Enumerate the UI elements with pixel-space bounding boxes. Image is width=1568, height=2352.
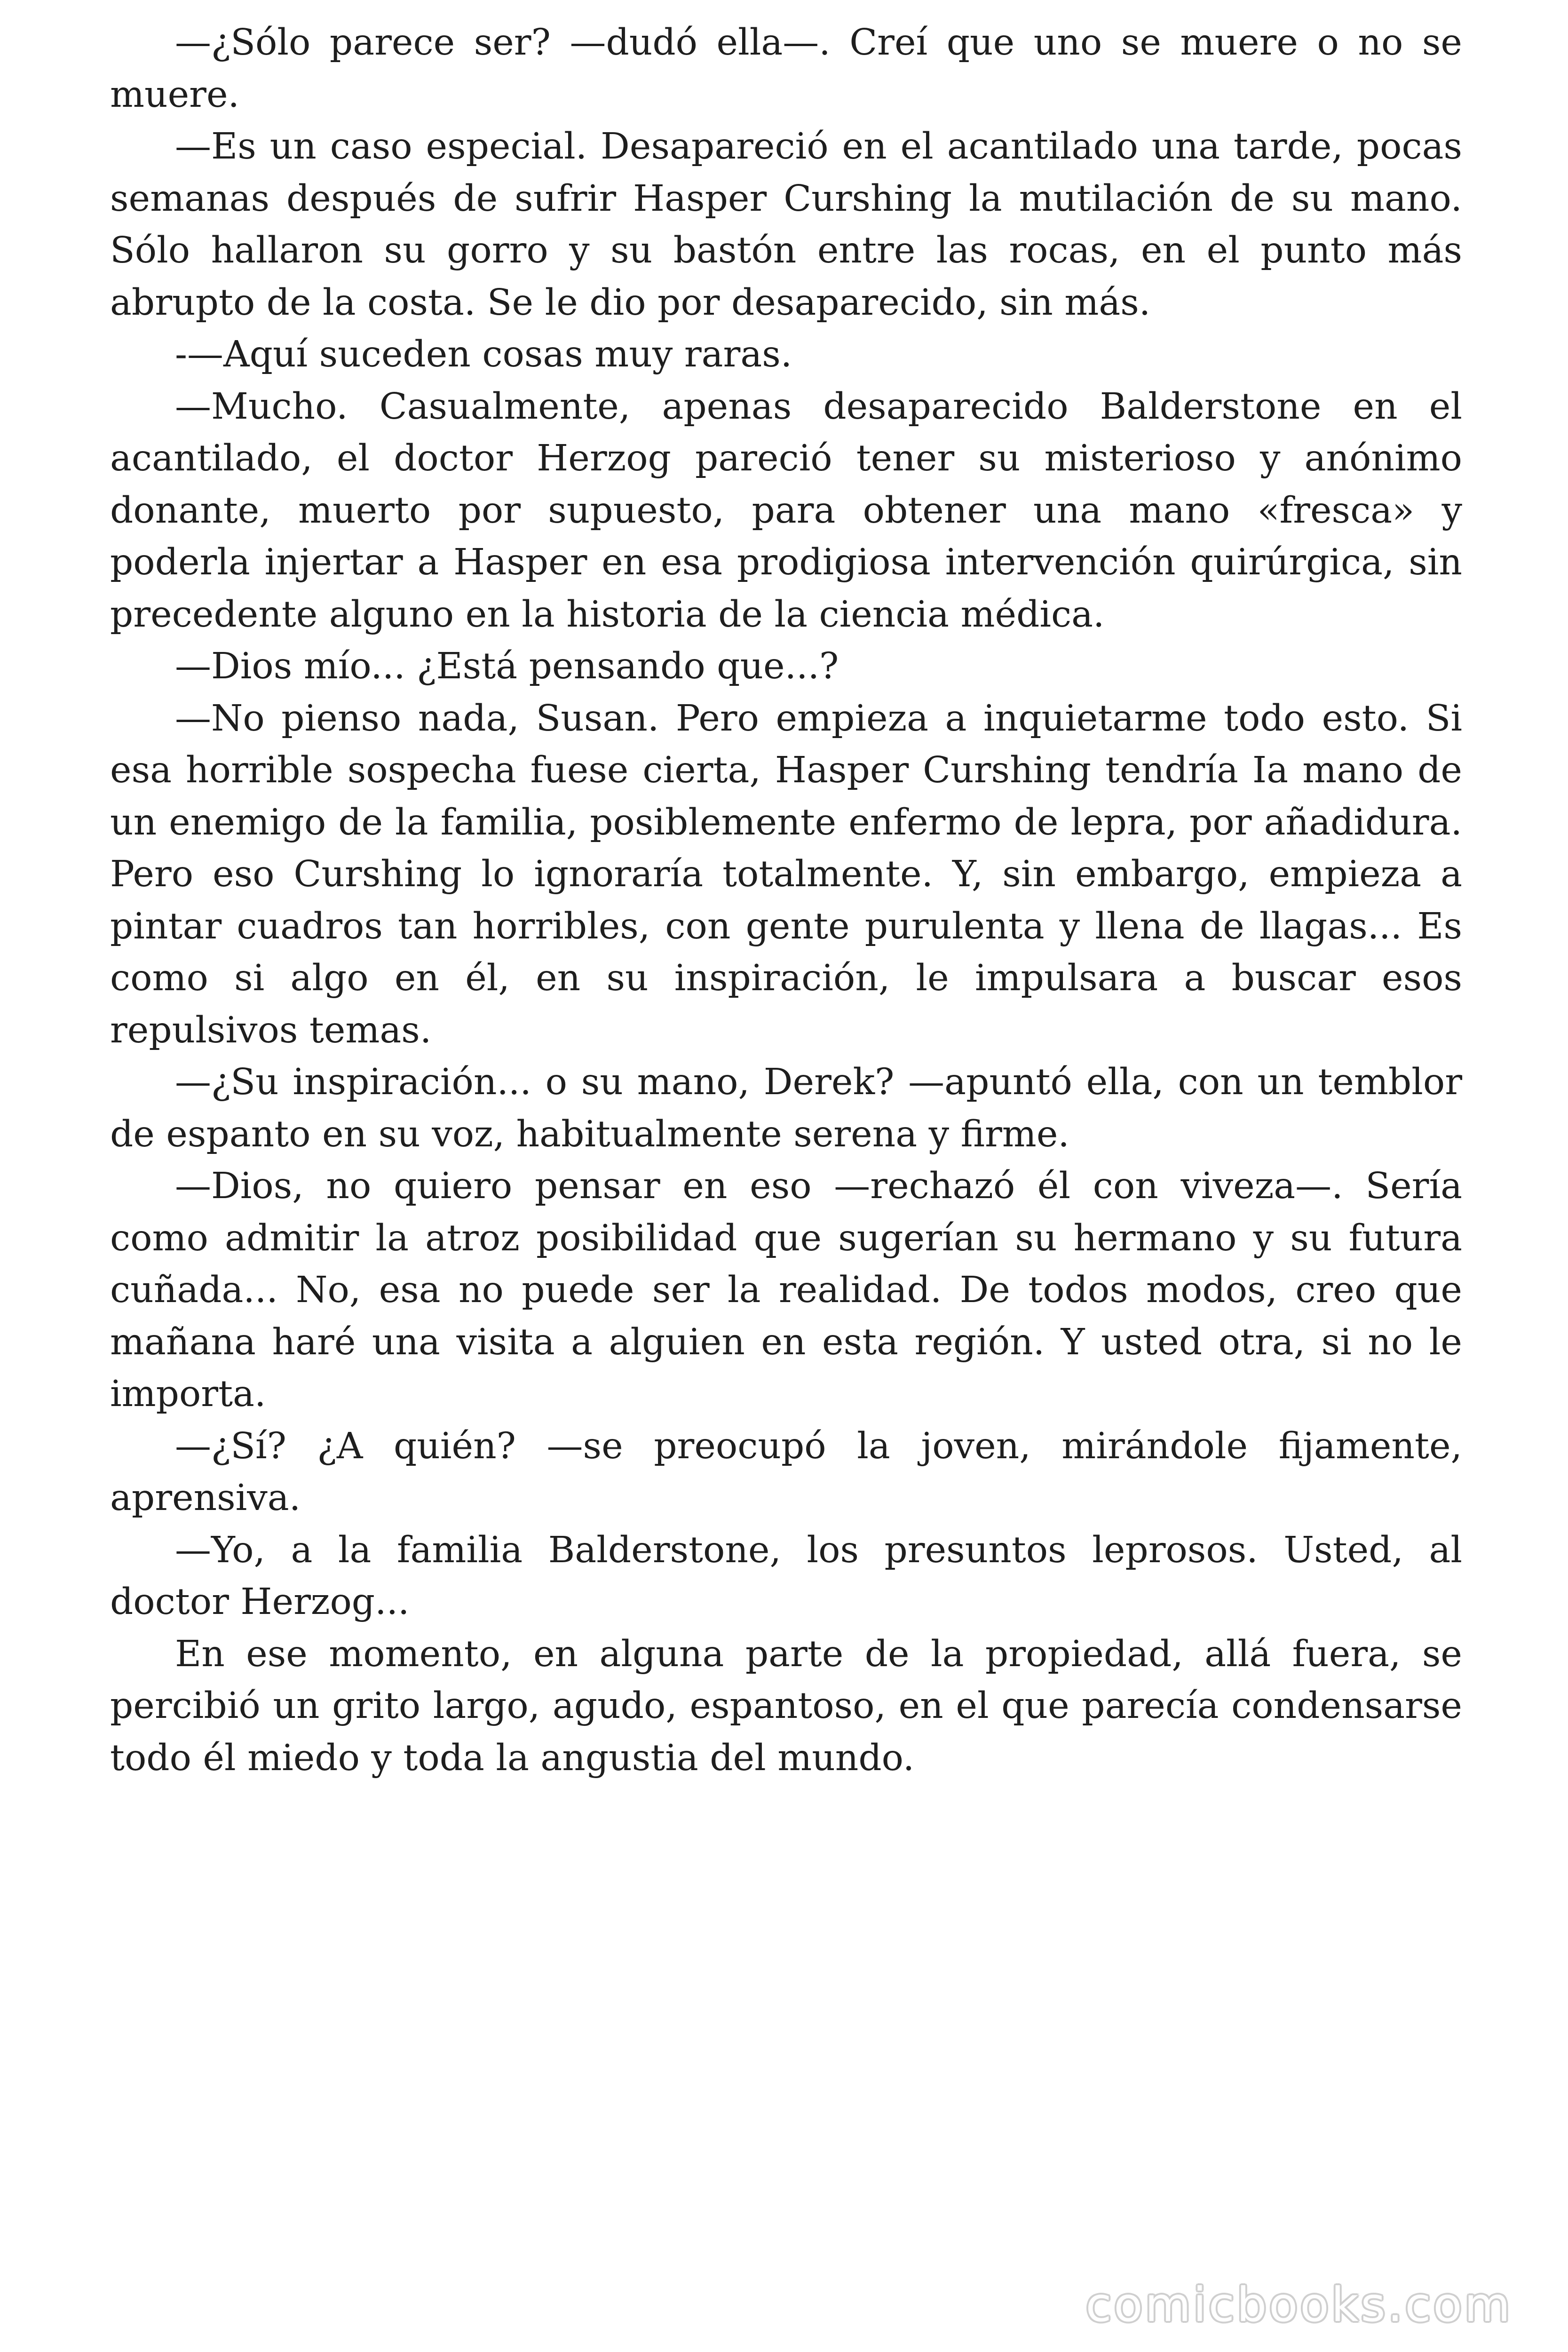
paragraph: —Yo, a la familia Balderstone, los presuntos leprosos. Usted, al doctor Herzog... (110, 1529, 1462, 1623)
paragraph: —Mucho. Casualmente, apenas desaparecido Balderstone en el acantilado, el doctor Herzog pareció tener su misterioso y anónimo donante, muerto por supuesto, para obtener una mano «fresca» y poderla injertar a Hasper en esa prodigiosa intervención quirúrgica, sin precedente alguno en la historia de la ciencia médica. (110, 385, 1462, 636)
paragraph: -—Aquí suceden cosas muy raras. (175, 334, 792, 375)
paragraph: —Dios, no quiero pensar en eso —rechazó él con viveza—. Sería como admitir la atroz posibilidad que sugerían su hermano y su futura cuñada... No, esa no puede ser la realidad. De todos modos, creo que mañana haré una visita a alguien en esta región. Y usted otra, si no le importa. (110, 1165, 1462, 1415)
paragraph: —No pienso nada, Susan. Pero empieza a inquietarme todo esto. Si esa horrible sospecha fuese cierta, Hasper Curshing tendría Ia mano de un enemigo de la familia, posiblemente enfermo de lepra, por añadidura. Pero eso Curshing lo ignoraría totalmente. Y, sin embargo, empieza a pintar cuadros tan horribles, con gente purulenta y llena de llagas... Es como si algo en él, en su inspiración, le impulsara a buscar esos repulsivos temas. (110, 697, 1462, 1051)
paragraph: —Es un caso especial. Desapareció en el acantilado una tarde, pocas semanas después de sufrir Hasper Curshing la mutilación de su mano. Sólo hallaron su gorro y su bastón entre las rocas, en el punto más abrupto de la costa. Se le dio por desaparecido, sin más. (110, 126, 1462, 324)
paragraph: En ese momento, en alguna parte de la propiedad, allá fuera, se percibió un grito largo, agudo, espantoso, en el que parecía condensarse todo él miedo y toda la angustia del mundo. (110, 1633, 1462, 1779)
paragraph: —¿Sí? ¿A quién? —se preocupó la joven, mirándole fijamente, aprensiva. (110, 1425, 1462, 1519)
body-text (110, 17, 1462, 1784)
watermark: comicbooks.com (1085, 2277, 1513, 2332)
paragraph: —¿Su inspiración... o su mano, Derek? —apuntó ella, con un temblor de espanto en su voz, habitualmente serena y firme. (110, 1061, 1462, 1155)
paragraph: —Dios mío... ¿Está pensando que...? (175, 645, 839, 687)
paragraph: —¿Sólo parece ser? —dudó ella—. Creí que uno se muere o no se muere. (110, 22, 1462, 116)
